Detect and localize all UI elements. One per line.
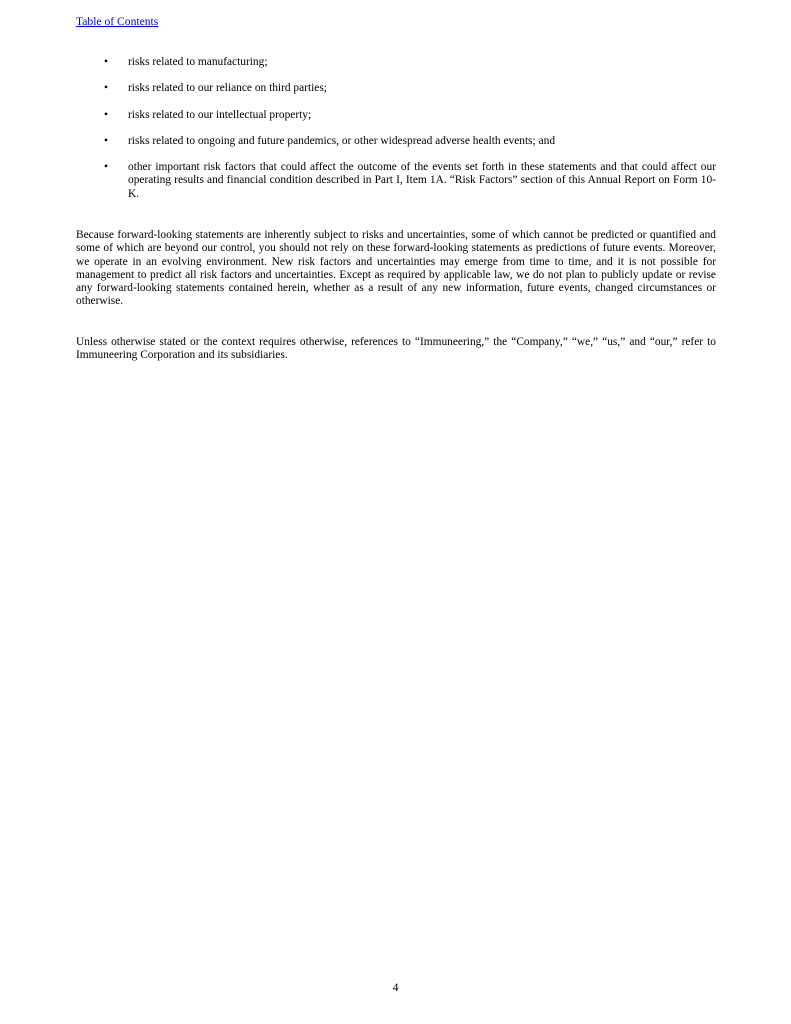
bullet-item-pandemics [76,135,716,148]
bullet-text: risks related to our reliance on third parties; [128,82,327,95]
bullet-icon: • [104,82,108,95]
company-references-paragraph: Unless otherwise stated or the context requires otherwise, references to “Immuneering,” the “Company,” “we,” “us,” and “our,” refer to Immuneering Corporation and its subsidiaries. [76,336,716,362]
bullet-item-third-parties [76,82,716,95]
bullet-text: risks related to our intellectual property; [128,108,312,121]
bullet-text: risks related to ongoing and future pandemics, or other widespread adverse health events; and [128,134,556,147]
bullet-item-intellectual-property [76,109,716,122]
page-number: 4 [392,981,399,994]
bullet-item-manufacturing [76,56,716,69]
bullet-icon: • [104,161,108,174]
bullet-icon: • [104,56,108,68]
risk-factor-bullet-list [76,56,716,214]
bullet-text: risks related to manufacturing; [128,56,268,68]
bullet-text: other important risk factors that could affect the outcome of the events set forth in these statements and that could affect our operating results and financial condition described in Part I, Item 1A. “Risk Factors” section of this Annual Report on Form 10-K. [128,161,716,200]
bullet-icon: • [104,108,108,121]
forward-looking-statements-paragraph: Because forward-looking statements are inherently subject to risks and uncertainties, some of which cannot be predicted or quantified and some of which are beyond our control, you should not rely on these forward-looking statements as predictions of future events. Moreover, we operate in an evolving environment. New risk factors and uncertainties may emerge from time to time, and it is not possible for management to predict all risk factors and uncertainties. Except as required by applicable law, we do not plan to publicly update or revise any forward-looking statements contained herein, whether as a result of any new information, future events, changed circumstances or otherwise. [76,229,716,308]
table-of-contents-link[interactable]: Table of Contents [76,15,159,28]
bullet-icon: • [104,134,108,147]
bullet-item-other-risk-factors [76,161,716,201]
